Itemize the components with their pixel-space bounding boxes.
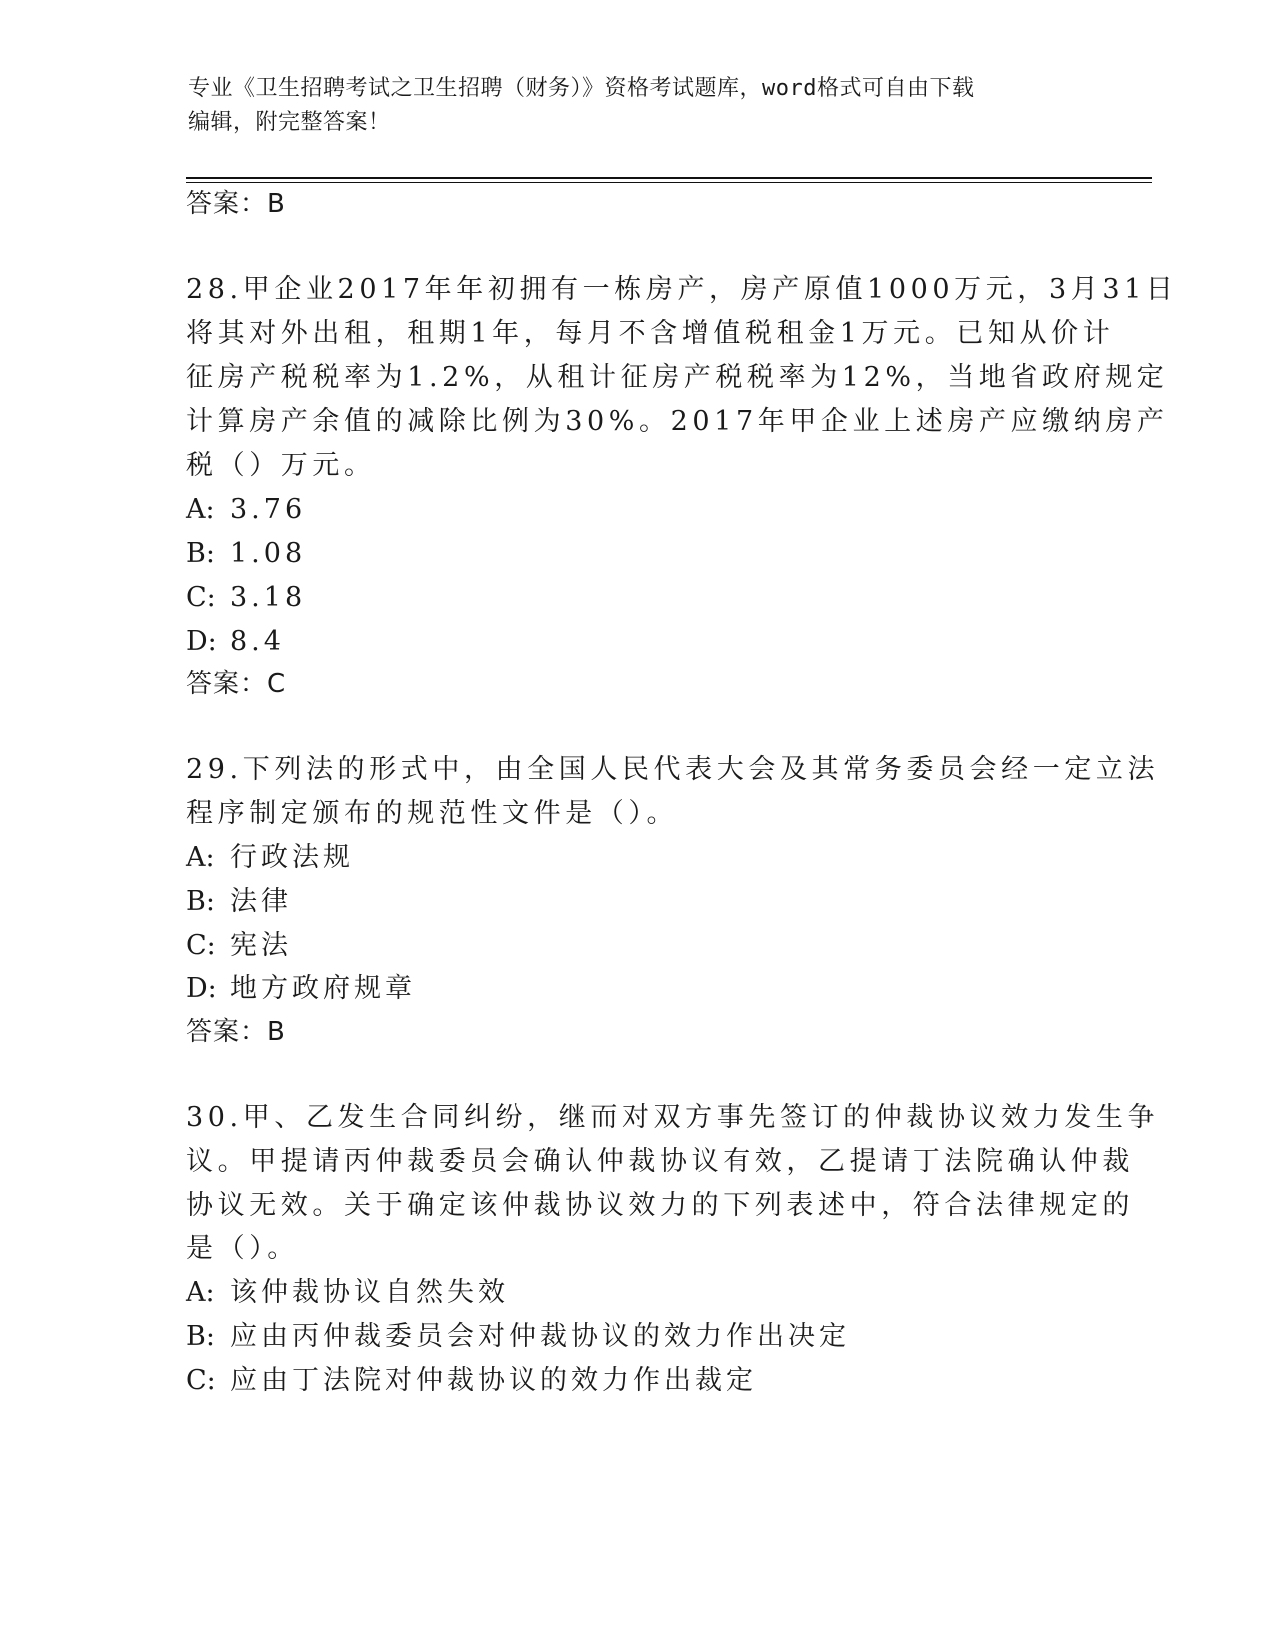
question-30-option-c bbox=[186, 1363, 757, 1399]
question-28-line-5: 税（）万元。 bbox=[186, 450, 376, 481]
option-text: 该仲裁协议自然失效 bbox=[230, 1277, 509, 1308]
option-label: B: bbox=[186, 886, 215, 917]
page-header bbox=[188, 72, 1068, 140]
option-text: 3.76 bbox=[230, 494, 307, 525]
option-label: D: bbox=[186, 626, 217, 657]
header-line-2: 编辑，附完整答案！ bbox=[188, 110, 391, 135]
question-28-option-c bbox=[186, 580, 306, 616]
option-label: C: bbox=[186, 1365, 216, 1396]
question-28-line-2: 将其对外出租，租期1年，每月不含增值税租金1万元。已知从价计 bbox=[186, 318, 1115, 349]
answer-29: 答案：B bbox=[186, 1017, 286, 1047]
question-28-option-b bbox=[186, 536, 306, 572]
option-label: A: bbox=[186, 494, 215, 525]
option-text: 宪法 bbox=[230, 930, 292, 961]
question-28-line-4: 计算房产余值的减除比例为30%。2017年甲企业上述房产应缴纳房产 bbox=[186, 406, 1169, 437]
answer-27: 答案：B bbox=[186, 189, 286, 219]
option-text: 地方政府规章 bbox=[230, 973, 416, 1004]
question-29-line-2: 程序制定颁布的规范性文件是（）。 bbox=[186, 798, 679, 829]
question-30-line-4: 是（）。 bbox=[186, 1233, 299, 1264]
question-28-option-d bbox=[186, 624, 285, 660]
question-28-line-3: 征房产税税率为1.2%，从租计征房产税税率为12%，当地省政府规定 bbox=[186, 362, 1169, 393]
option-label: B: bbox=[186, 1321, 215, 1352]
question-30-option-b bbox=[186, 1319, 850, 1355]
question-30-line-2: 议。甲提请丙仲裁委员会确认仲裁协议有效，乙提请丁法院确认仲裁 bbox=[186, 1146, 1134, 1177]
option-label: D: bbox=[186, 973, 217, 1004]
question-29-line-1: 29.下列法的形式中，由全国人民代表大会及其常务委员会经一定立法 bbox=[186, 754, 1160, 785]
option-text: 法律 bbox=[230, 886, 292, 917]
option-label: B: bbox=[186, 538, 215, 569]
option-label: A: bbox=[186, 1277, 215, 1308]
option-text: 应由丙仲裁委员会对仲裁协议的效力作出决定 bbox=[230, 1321, 850, 1352]
question-29-option-c bbox=[186, 928, 292, 964]
question-29-option-a bbox=[186, 840, 354, 876]
header-rule-thin bbox=[186, 182, 1152, 183]
header-line-1: 专业《卫生招聘考试之卫生招聘（财务）》资格考试题库，word格式可自由下载 bbox=[188, 76, 975, 101]
option-text: 1.08 bbox=[230, 538, 307, 569]
option-label: C: bbox=[186, 582, 216, 613]
option-text: 8.4 bbox=[230, 626, 285, 657]
answer-28: 答案：C bbox=[186, 669, 287, 699]
question-29-option-d bbox=[186, 971, 416, 1007]
option-label: A: bbox=[186, 842, 215, 873]
option-text: 3.18 bbox=[230, 582, 307, 613]
question-28-option-a bbox=[186, 492, 306, 528]
header-rule-thick bbox=[186, 177, 1152, 179]
question-29-option-b bbox=[186, 884, 292, 920]
option-text: 应由丁法院对仲裁协议的效力作出裁定 bbox=[230, 1365, 757, 1396]
question-30-option-a bbox=[186, 1275, 509, 1311]
question-30-line-1: 30.甲、乙发生合同纠纷，继而对双方事先签订的仲裁协议效力发生争 bbox=[186, 1102, 1160, 1133]
option-label: C: bbox=[186, 930, 216, 961]
option-text: 行政法规 bbox=[230, 842, 354, 873]
question-28-line-1: 28.甲企业2017年年初拥有一栋房产，房产原值1000万元，3月31日 bbox=[186, 274, 1178, 305]
question-30-line-3: 协议无效。关于确定该仲裁协议效力的下列表述中，符合法律规定的 bbox=[186, 1190, 1134, 1221]
